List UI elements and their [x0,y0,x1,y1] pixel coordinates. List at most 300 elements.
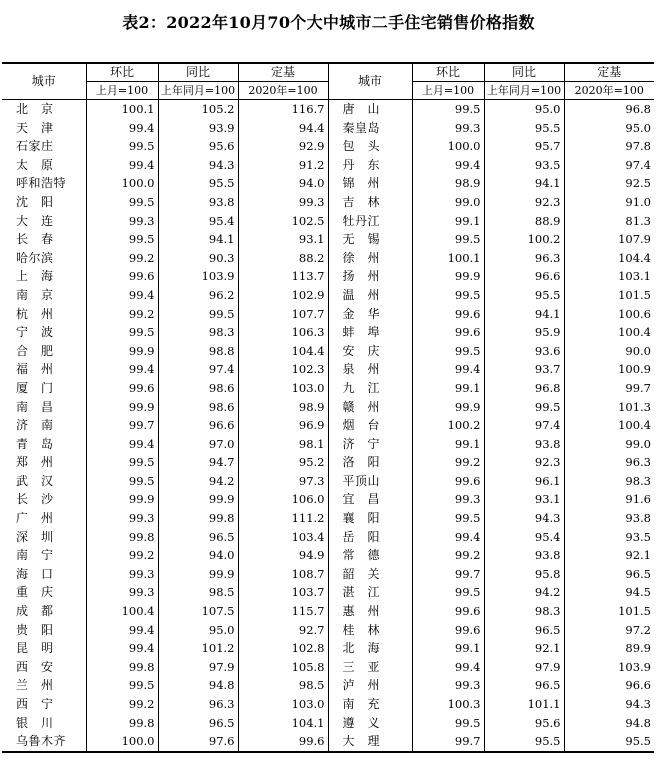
left-yoy-cell: 98.6 [158,398,238,417]
right-mom-cell: 99.7 [412,565,484,584]
left-yoy-cell: 96.2 [158,286,238,305]
right-base-cell: 91.6 [625,492,651,507]
left-mom-cell: 99.4 [86,360,158,379]
left-city-cell: 海 口 [2,565,86,584]
right-mom-cell: 99.9 [412,398,484,417]
right-mom-cell: 99.4 [412,156,484,175]
right-city-cell: 安 庆 [328,342,412,361]
left-city-cell: 南 宁 [2,546,86,565]
left-city-cell: 杭 州 [2,305,86,324]
left-mom-cell: 99.5 [86,137,158,156]
right-yoy-cell: 95.5 [484,286,564,305]
left-base-cell: 108.7 [238,565,328,584]
left-city-cell: 贵 阳 [2,621,86,640]
right-city-cell: 洛 阳 [328,453,412,472]
left-base-cell: 94.0 [238,174,328,193]
right-base-cell: 95.5 [564,732,654,752]
right-city-cell: 泸 州 [328,676,412,695]
left-mom-cell: 99.2 [86,695,158,714]
right-base-cell: 93.5 [625,529,651,544]
left-city-cell: 呼和浩特 [2,174,86,193]
left-base-cell: 113.7 [238,267,328,286]
left-yoy-cell: 95.6 [158,137,238,156]
right-yoy-cell: 93.1 [484,490,564,509]
table-row [2,360,654,379]
left-yoy-cell: 99.5 [158,305,238,324]
left-base-cell: 102.5 [238,212,328,231]
right-mom-cell: 99.1 [412,212,484,231]
right-city-cell: 烟 台 [328,416,412,435]
right-yoy-cell: 101.1 [484,695,564,714]
right-city-cell: 金 华 [328,305,412,324]
right-yoy-cell: 94.2 [484,583,564,602]
left-mom-cell: 99.9 [86,490,158,509]
left-base-subheader: 2020年=100 [238,82,328,100]
right-base-cell: 104.4 [618,250,651,265]
right-base-cell: 101.5 [618,604,651,619]
left-yoy-cell: 95.4 [158,212,238,231]
left-city-header: 城市 [2,63,86,100]
left-city-cell: 郑 州 [2,453,86,472]
table-row [2,323,654,342]
right-yoy-cell: 96.5 [484,621,564,640]
right-base-cell: 96.3 [625,455,651,470]
table-body [2,100,654,752]
left-mom-cell: 99.8 [86,714,158,733]
left-mom-cell: 99.5 [86,676,158,695]
right-yoy-cell: 95.0 [484,100,564,119]
left-yoy-cell: 96.6 [158,416,238,435]
right-city-cell: 吉 林 [328,193,412,212]
left-mom-subheader: 上月=100 [86,82,158,100]
table-row [2,193,654,212]
right-base-cell: 94.3 [625,697,651,711]
right-mom-cell: 99.5 [412,714,484,733]
left-city-cell: 深 圳 [2,528,86,547]
right-base-cell: 100.6 [618,306,651,321]
left-mom-cell: 99.7 [86,416,158,435]
right-base-cell: 100.4 [618,325,651,340]
table-row [2,342,654,361]
right-base-cell: 95.0 [625,120,651,135]
right-yoy-cell: 93.8 [484,546,564,565]
right-mom-cell: 99.7 [412,732,484,752]
table-row [2,100,654,119]
left-yoy-cell: 97.6 [158,732,238,752]
left-mom-cell: 99.5 [86,323,158,342]
right-base-cell: 100.4 [618,418,651,433]
left-yoy-cell: 97.9 [158,658,238,677]
left-yoy-cell: 94.0 [158,546,238,565]
left-city-cell: 哈尔滨 [2,249,86,268]
left-city-cell: 昆 明 [2,639,86,658]
right-city-cell: 平顶山 [328,472,412,491]
left-yoy-cell: 95.5 [158,174,238,193]
right-mom-cell: 99.6 [412,472,484,491]
left-yoy-cell: 98.5 [158,583,238,602]
left-mom-cell: 99.6 [86,379,158,398]
left-base-cell: 103.0 [238,695,328,714]
page-title: 表2：2022年10月70个大中城市二手住宅销售价格指数 [122,13,535,32]
left-base-cell: 111.2 [238,509,328,528]
table-row [2,119,654,138]
left-yoy-cell: 94.2 [158,472,238,491]
right-yoy-cell: 100.2 [484,230,564,249]
table-row [2,379,654,398]
table-row [2,267,654,286]
table-row [2,490,654,509]
right-base-cell: 94.8 [625,715,651,730]
right-mom-cell: 99.6 [412,323,484,342]
right-base-cell: 94.5 [625,585,651,600]
right-city-cell: 桂 林 [328,621,412,640]
right-base-cell: 96.5 [625,566,651,581]
left-base-cell: 95.2 [238,453,328,472]
right-city-cell: 包 头 [328,137,412,156]
left-base-cell: 98.5 [238,676,328,695]
right-yoy-cell: 97.4 [484,416,564,435]
left-city-cell: 武 汉 [2,472,86,491]
left-base-cell: 91.2 [238,156,328,175]
right-base-cell: 92.5 [625,176,651,191]
right-mom-cell: 100.3 [412,695,484,714]
left-mom-cell: 99.2 [86,305,158,324]
left-city-cell: 合 肥 [2,342,86,361]
price-index-table-container [2,62,654,753]
right-city-cell: 韶 关 [328,565,412,584]
left-yoy-cell: 107.5 [158,602,238,621]
left-yoy-cell: 96.5 [158,528,238,547]
table-row [2,212,654,231]
left-base-cell: 97.3 [238,472,328,491]
right-yoy-cell: 94.1 [484,305,564,324]
right-base-cell: 101.3 [618,399,651,414]
left-base-cell: 103.7 [238,583,328,602]
right-mom-cell: 99.2 [412,546,484,565]
table-row [2,602,654,621]
right-mom-cell: 100.1 [412,249,484,268]
left-base-cell: 107.7 [238,305,328,324]
left-base-cell: 115.7 [238,602,328,621]
left-yoy-cell: 103.9 [158,267,238,286]
left-yoy-cell: 96.3 [158,695,238,714]
right-city-cell: 襄 阳 [328,509,412,528]
left-yoy-header: 同比 [158,63,238,82]
left-city-cell: 沈 阳 [2,193,86,212]
left-mom-cell: 99.9 [86,342,158,361]
right-mom-cell: 99.0 [412,193,484,212]
left-yoy-cell: 95.0 [158,621,238,640]
table-row [2,528,654,547]
right-base-cell: 103.9 [618,659,651,674]
right-base-cell: 89.9 [625,641,651,656]
left-yoy-cell: 98.6 [158,379,238,398]
right-yoy-cell: 95.5 [484,732,564,752]
right-mom-cell: 99.6 [412,305,484,324]
left-mom-cell: 99.2 [86,249,158,268]
left-mom-cell: 100.0 [86,732,158,752]
left-mom-cell: 99.3 [86,583,158,602]
right-yoy-cell: 88.9 [484,212,564,231]
left-yoy-cell: 101.2 [158,639,238,658]
left-city-cell: 青 岛 [2,435,86,454]
right-yoy-cell: 97.9 [484,658,564,677]
right-mom-cell: 99.5 [412,286,484,305]
right-base-cell: 99.0 [625,436,651,451]
right-yoy-cell: 93.5 [484,156,564,175]
right-city-cell: 无 锡 [328,230,412,249]
right-yoy-cell: 95.4 [484,528,564,547]
left-mom-cell: 100.1 [86,100,158,119]
price-index-table [2,62,654,753]
left-city-cell: 上 海 [2,267,86,286]
left-base-cell: 88.2 [238,249,328,268]
right-base-cell: 101.5 [618,287,651,302]
left-base-cell: 102.8 [238,639,328,658]
left-yoy-cell: 99.9 [158,490,238,509]
right-yoy-cell: 93.8 [484,435,564,454]
right-base-subheader: 2020年=100 [564,82,654,100]
left-base-cell: 94.9 [238,546,328,565]
right-base-cell: 98.3 [625,473,651,488]
left-city-cell: 太 原 [2,156,86,175]
right-mom-cell: 99.5 [412,230,484,249]
left-base-cell: 99.3 [238,193,328,212]
right-mom-cell: 98.9 [412,174,484,193]
right-yoy-cell: 96.6 [484,267,564,286]
right-mom-cell: 99.2 [412,453,484,472]
table-row [2,230,654,249]
right-mom-cell: 99.3 [412,676,484,695]
right-mom-cell: 99.5 [412,509,484,528]
left-city-cell: 银 川 [2,714,86,733]
right-city-cell: 锦 州 [328,174,412,193]
right-city-cell: 济 宁 [328,435,412,454]
right-city-cell: 赣 州 [328,398,412,417]
table-row [2,249,654,268]
right-base-cell: 93.8 [625,511,651,526]
right-base-cell: 96.8 [625,102,651,116]
right-city-cell: 九 江 [328,379,412,398]
right-city-cell: 岳 阳 [328,528,412,547]
left-yoy-cell: 90.3 [158,249,238,268]
table-row [2,156,654,175]
right-city-cell: 惠 州 [328,602,412,621]
left-mom-cell: 99.4 [86,435,158,454]
left-base-cell: 92.9 [238,137,328,156]
right-yoy-cell: 98.3 [484,602,564,621]
table-row [2,398,654,417]
left-mom-cell: 99.4 [86,639,158,658]
right-city-cell: 丹 东 [328,156,412,175]
right-city-cell: 牡丹江 [328,212,412,231]
right-yoy-cell: 99.5 [484,398,564,417]
right-yoy-cell: 95.6 [484,714,564,733]
right-city-cell: 泉 州 [328,360,412,379]
right-mom-cell: 99.1 [412,639,484,658]
left-base-cell: 106.3 [238,323,328,342]
left-mom-cell: 99.9 [86,398,158,417]
table-row [2,453,654,472]
left-city-cell: 兰 州 [2,676,86,695]
table-row [2,714,654,733]
right-base-cell: 91.0 [625,194,651,209]
right-base-cell: 100.9 [618,362,651,377]
left-mom-cell: 99.3 [86,565,158,584]
left-base-cell: 102.9 [238,286,328,305]
right-base-cell: 90.0 [625,343,651,358]
left-city-cell: 石家庄 [2,137,86,156]
right-mom-cell: 99.9 [412,267,484,286]
right-mom-cell: 99.4 [412,658,484,677]
right-yoy-cell: 96.3 [484,249,564,268]
left-base-cell: 99.6 [238,732,328,752]
table-row [2,695,654,714]
right-mom-cell: 99.5 [412,583,484,602]
right-mom-cell: 99.6 [412,621,484,640]
right-yoy-cell: 95.8 [484,565,564,584]
right-city-cell: 扬 州 [328,267,412,286]
table-row [2,305,654,324]
right-city-header: 城市 [328,63,412,100]
right-base-cell: 96.6 [625,678,651,693]
left-base-cell: 98.9 [238,398,328,417]
table-row [2,676,654,695]
left-base-cell: 102.3 [238,360,328,379]
left-base-header: 定基 [238,63,328,82]
right-yoy-cell: 93.6 [484,342,564,361]
right-city-cell: 三 亚 [328,658,412,677]
left-yoy-cell: 93.9 [158,119,238,138]
table-row [2,732,654,752]
left-city-cell: 广 州 [2,509,86,528]
right-city-cell: 湛 江 [328,583,412,602]
left-mom-header: 环比 [86,63,158,82]
right-mom-cell: 100.2 [412,416,484,435]
left-city-cell: 天 津 [2,119,86,138]
table-row [2,137,654,156]
right-mom-cell: 99.5 [412,100,484,119]
left-city-cell: 乌鲁木齐 [2,732,86,752]
left-yoy-cell: 98.8 [158,342,238,361]
left-mom-cell: 99.8 [86,658,158,677]
right-yoy-cell: 95.7 [484,137,564,156]
left-city-cell: 北 京 [2,100,86,119]
left-mom-cell: 99.4 [86,621,158,640]
right-base-cell: 103.1 [618,269,651,284]
right-city-cell: 宜 昌 [328,490,412,509]
right-mom-cell: 99.3 [412,490,484,509]
left-mom-cell: 99.6 [86,267,158,286]
left-mom-cell: 99.4 [86,119,158,138]
left-yoy-cell: 96.5 [158,714,238,733]
left-base-cell: 103.0 [238,379,328,398]
left-yoy-cell: 97.4 [158,360,238,379]
right-base-header: 定基 [564,63,654,82]
right-yoy-cell: 96.8 [484,379,564,398]
right-mom-cell: 99.6 [412,602,484,621]
right-city-cell: 温 州 [328,286,412,305]
table-row [2,639,654,658]
table-row [2,416,654,435]
right-city-cell: 南 充 [328,695,412,714]
left-city-cell: 西 安 [2,658,86,677]
left-yoy-cell: 97.0 [158,435,238,454]
table-row [2,658,654,677]
left-yoy-cell: 99.8 [158,509,238,528]
right-base-cell: 97.8 [625,139,651,154]
left-base-cell: 116.7 [238,100,328,119]
right-mom-header: 环比 [412,63,484,82]
left-city-cell: 济 南 [2,416,86,435]
left-yoy-cell: 94.3 [158,156,238,175]
right-mom-cell: 99.4 [412,360,484,379]
right-base-cell: 99.7 [625,380,651,395]
left-city-cell: 福 州 [2,360,86,379]
left-yoy-cell: 98.3 [158,323,238,342]
right-city-cell: 蚌 埠 [328,323,412,342]
left-base-cell: 105.8 [238,658,328,677]
left-base-cell: 93.1 [238,230,328,249]
right-mom-cell: 99.1 [412,435,484,454]
right-city-cell: 秦皇岛 [328,119,412,138]
left-city-cell: 重 庆 [2,583,86,602]
right-yoy-cell: 96.1 [484,472,564,491]
left-mom-cell: 99.4 [86,156,158,175]
left-mom-cell: 100.0 [86,174,158,193]
table-row [2,621,654,640]
left-base-cell: 92.7 [238,621,328,640]
table-row [2,286,654,305]
table-row [2,472,654,491]
right-mom-cell: 100.0 [412,137,484,156]
left-base-cell: 104.1 [238,714,328,733]
right-city-cell: 遵 义 [328,714,412,733]
left-mom-cell: 99.5 [86,230,158,249]
table-row [2,435,654,454]
right-mom-subheader: 上月=100 [412,82,484,100]
right-yoy-cell: 95.9 [484,323,564,342]
right-city-cell: 徐 州 [328,249,412,268]
right-mom-cell: 99.5 [412,342,484,361]
right-yoy-subheader: 上年同月=100 [484,82,564,100]
left-mom-cell: 99.5 [86,453,158,472]
table-row [2,509,654,528]
right-city-cell: 常 德 [328,546,412,565]
right-yoy-header: 同比 [484,63,564,82]
right-base-cell: 97.2 [625,622,651,637]
right-yoy-cell: 92.3 [484,193,564,212]
left-yoy-cell: 99.9 [158,565,238,584]
right-mom-cell: 99.1 [412,379,484,398]
right-city-cell: 大 理 [328,732,412,752]
left-yoy-cell: 94.8 [158,676,238,695]
right-yoy-cell: 94.1 [484,174,564,193]
left-city-cell: 南 京 [2,286,86,305]
left-city-cell: 大 连 [2,212,86,231]
left-base-cell: 98.1 [238,435,328,454]
left-base-cell: 94.4 [238,119,328,138]
right-base-cell: 97.4 [625,157,651,172]
left-city-cell: 宁 波 [2,323,86,342]
left-mom-cell: 99.3 [86,509,158,528]
left-yoy-cell: 105.2 [158,100,238,119]
left-mom-cell: 100.4 [86,602,158,621]
right-yoy-cell: 95.5 [484,119,564,138]
left-mom-cell: 99.5 [86,472,158,491]
right-yoy-cell: 96.5 [484,676,564,695]
left-mom-cell: 99.8 [86,528,158,547]
